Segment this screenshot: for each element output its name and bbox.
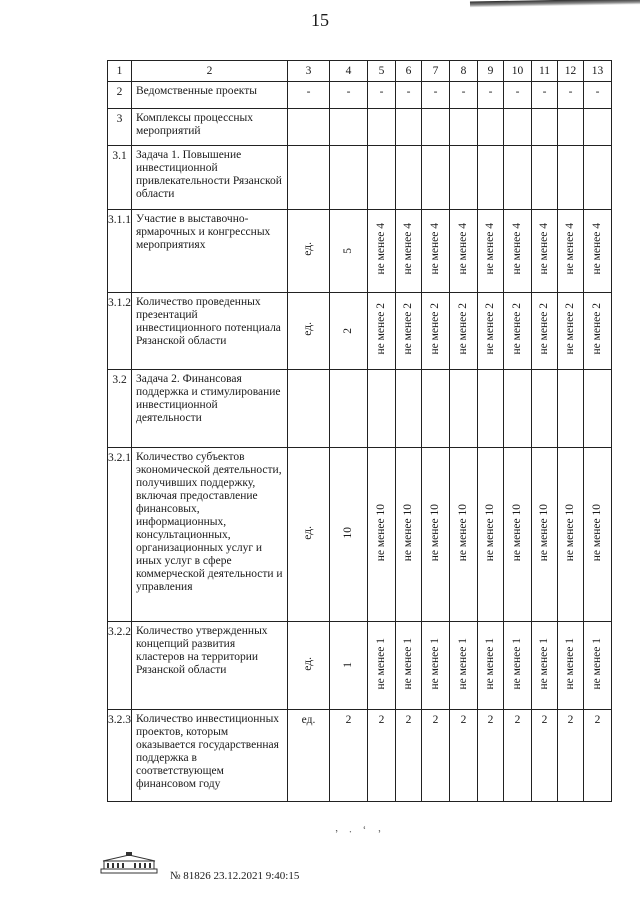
row-value: 2 — [422, 710, 450, 802]
row-value: не менее 1 — [484, 637, 496, 690]
row-value: не менее 10 — [429, 503, 441, 562]
col-header: 13 — [584, 61, 612, 82]
col-header: 2 — [132, 61, 288, 82]
row-value: не менее 10 — [564, 503, 576, 562]
col-header: 6 — [396, 61, 422, 82]
row-value: не менее 2 — [591, 303, 603, 355]
row-value: не менее 2 — [457, 303, 469, 355]
col-header: 12 — [558, 61, 584, 82]
registration-stamp: № 81826 23.12.2021 9:40:15 — [170, 870, 300, 882]
table-row — [108, 293, 612, 370]
col-header: 4 — [330, 61, 368, 82]
row-name: Количество субъектов экономической деятельности, получивших поддержку, включая предоставление финансовых, информационных, консультационных, организационных услуг и иных услуг в сфере коммерческой деятельности и управления — [132, 448, 288, 622]
scan-edge-mark — [470, 0, 640, 7]
row-value: 2 — [532, 710, 558, 802]
row-value: не менее 10 — [511, 503, 523, 562]
col-header: 10 — [504, 61, 532, 82]
row-number: 2 — [108, 82, 132, 109]
table-row — [108, 710, 612, 802]
row-value: - — [368, 82, 396, 109]
row-base: 2 — [330, 710, 368, 802]
row-number: 3.2 — [108, 370, 132, 448]
row-unit: ед. — [288, 710, 330, 802]
row-base: 5 — [342, 247, 354, 254]
row-name: Комплексы процессных мероприятий — [132, 109, 288, 146]
row-value: не менее 1 — [538, 637, 550, 690]
row-name: Количество инвестиционных проектов, которым оказывается государственная поддержка в соответствующем финансовом году — [132, 710, 288, 802]
row-value: не менее 1 — [511, 637, 523, 690]
row-value: не менее 2 — [375, 303, 387, 355]
row-unit: - — [288, 82, 330, 109]
row-value: - — [478, 82, 504, 109]
row-value: не менее 4 — [375, 223, 387, 275]
row-value: - — [396, 82, 422, 109]
col-header: 9 — [478, 61, 504, 82]
row-value: 2 — [478, 710, 504, 802]
row-value: не менее 4 — [564, 223, 576, 275]
row-value: 2 — [504, 710, 532, 802]
row-value: не менее 10 — [402, 503, 414, 562]
row-value: не менее 1 — [402, 637, 414, 690]
row-value: - — [532, 82, 558, 109]
row-value: не менее 10 — [591, 503, 603, 562]
col-header: 8 — [450, 61, 478, 82]
row-value: не менее 10 — [375, 503, 387, 562]
row-number: 3 — [108, 109, 132, 146]
row-value: 2 — [450, 710, 478, 802]
row-number: 3.1.2 — [108, 293, 132, 370]
table-row — [108, 622, 612, 710]
row-name: Задача 2. Финансовая поддержка и стимулирование инвестиционной деятельности — [132, 370, 288, 448]
row-unit: ед. — [302, 242, 314, 256]
row-name: Количество проведенных презентаций инвестиционного потенциала Рязанской области — [132, 293, 288, 370]
row-value: - — [422, 82, 450, 109]
row-value: - — [558, 82, 584, 109]
table-row — [108, 448, 612, 622]
government-building-icon — [100, 852, 158, 874]
table-row — [108, 210, 612, 293]
page-number: 15 — [311, 10, 329, 30]
row-value: - — [450, 82, 478, 109]
row-number: 3.2.1 — [108, 448, 132, 622]
row-value: не менее 10 — [484, 503, 496, 562]
indicators-table — [107, 60, 612, 802]
row-value: не менее 4 — [402, 223, 414, 275]
row-number: 3.1 — [108, 146, 132, 210]
row-value: не менее 4 — [591, 223, 603, 275]
row-value: не менее 4 — [538, 223, 550, 275]
row-value: не менее 4 — [457, 223, 469, 275]
row-value: не менее 2 — [564, 303, 576, 355]
row-value: не менее 10 — [457, 503, 469, 562]
row-value: - — [584, 82, 612, 109]
row-value: не менее 1 — [564, 637, 576, 690]
row-base: 1 — [342, 662, 354, 668]
row-value: не менее 4 — [429, 223, 441, 275]
row-value: 2 — [396, 710, 422, 802]
row-unit: ед. — [302, 322, 314, 336]
row-value: не менее 4 — [484, 223, 496, 275]
row-value: не менее 4 — [511, 223, 523, 275]
header-row — [108, 61, 612, 82]
row-number: 3.2.2 — [108, 622, 132, 710]
row-name: Количество утвержденных концепций развития кластеров на территории Рязанской области — [132, 622, 288, 710]
row-base: - — [330, 82, 368, 109]
col-header: 1 — [108, 61, 132, 82]
row-value: 2 — [558, 710, 584, 802]
pen-marks: ’ · ‘ ‚ — [334, 821, 386, 841]
table-row — [108, 146, 612, 210]
row-unit: ед. — [302, 656, 314, 671]
footer — [100, 852, 158, 879]
row-unit: ед. — [302, 525, 314, 540]
col-header: 3 — [288, 61, 330, 82]
row-name: Участие в выставочно-ярмарочных и конгрессных мероприятиях — [132, 210, 288, 293]
row-value: 2 — [584, 710, 612, 802]
col-header: 7 — [422, 61, 450, 82]
table-row — [108, 82, 612, 109]
row-value: - — [504, 82, 532, 109]
row-value: не менее 2 — [429, 303, 441, 355]
row-value: не менее 2 — [484, 303, 496, 355]
row-base: 2 — [342, 327, 354, 334]
col-header: 11 — [532, 61, 558, 82]
row-value: не менее 2 — [538, 303, 550, 355]
row-number: 3.1.1 — [108, 210, 132, 293]
row-number: 3.2.3 — [108, 710, 132, 802]
row-value: не менее 1 — [457, 637, 469, 690]
row-base: 10 — [342, 526, 354, 539]
table-row — [108, 370, 612, 448]
row-name: Ведомственные проекты — [132, 82, 288, 109]
col-header: 5 — [368, 61, 396, 82]
row-value: 2 — [368, 710, 396, 802]
table-row — [108, 109, 612, 146]
row-name: Задача 1. Повышение инвестиционной привлекательности Рязанской области — [132, 146, 288, 210]
row-value: не менее 1 — [429, 637, 441, 690]
row-value: не менее 2 — [402, 303, 414, 355]
row-value: не менее 2 — [511, 303, 523, 355]
row-value: не менее 1 — [591, 637, 603, 690]
row-value: не менее 1 — [375, 637, 387, 690]
row-value: не менее 10 — [538, 503, 550, 562]
